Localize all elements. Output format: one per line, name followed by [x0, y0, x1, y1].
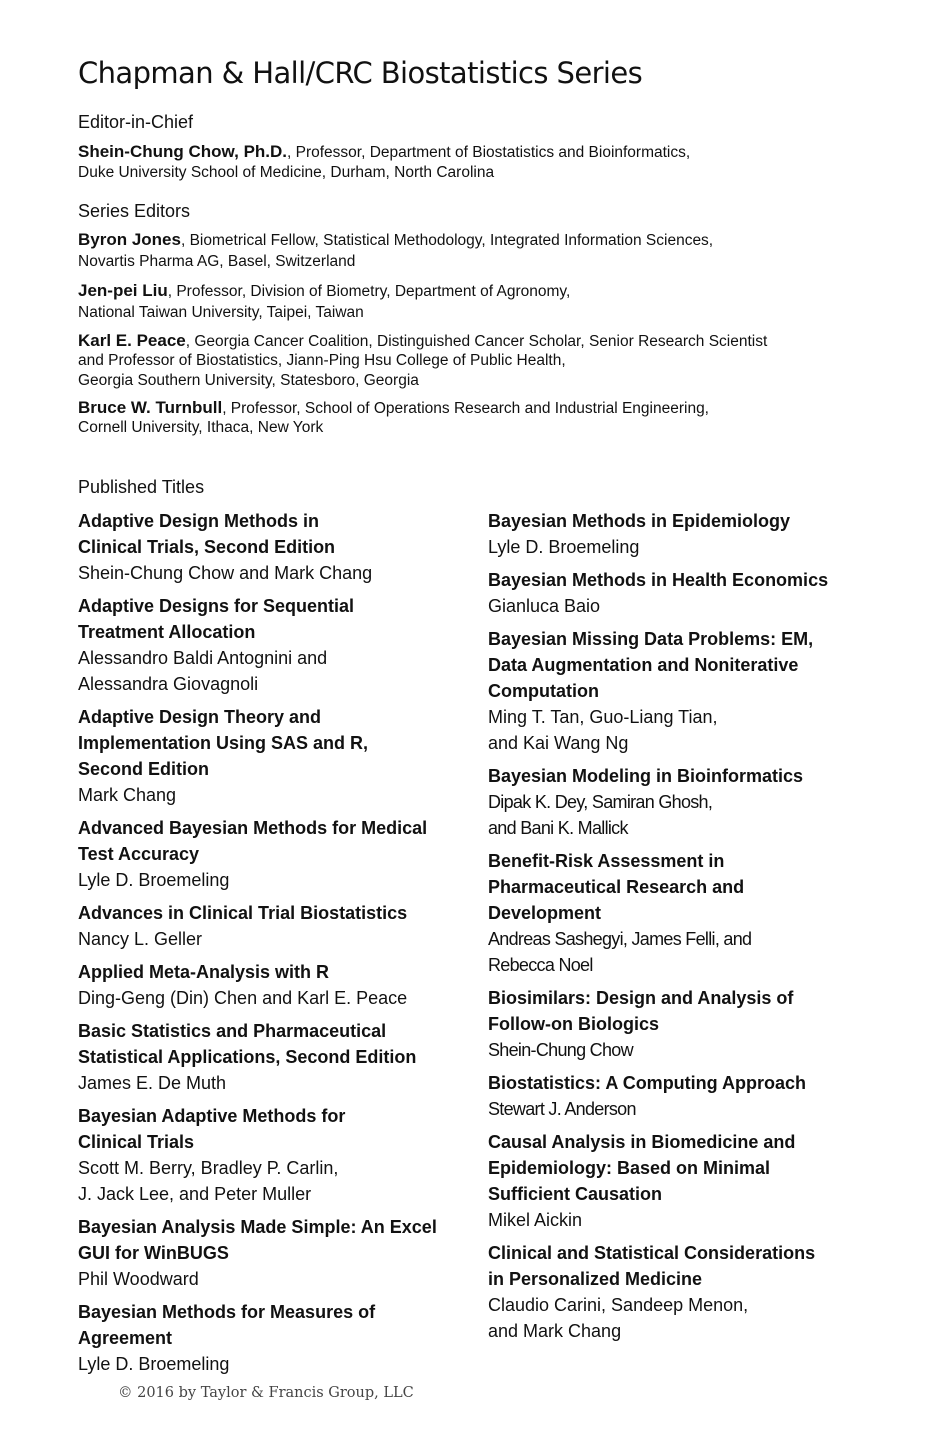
- book-entry: [488, 1070, 868, 1122]
- book-authors: and Bani K. Mallick: [488, 818, 628, 838]
- book-authors: Lyle D. Broemeling: [78, 1354, 230, 1374]
- series-editor-entry: [78, 331, 868, 391]
- book-title: GUI for WinBUGS: [78, 1243, 229, 1263]
- book-entry: [488, 985, 868, 1063]
- book-title: Clinical and Statistical Considerations: [488, 1243, 816, 1263]
- book-title: Data Augmentation and Noniterative: [488, 655, 799, 675]
- series-editor-entry: [78, 398, 868, 438]
- book-entry: [78, 1103, 473, 1207]
- book-entry: [78, 704, 473, 808]
- book-title: Biostatistics: A Computing Approach: [488, 1073, 807, 1093]
- book-authors: Shein-Chung Chow and Mark Chang: [78, 563, 373, 583]
- book-title: Implementation Using SAS and R,: [78, 733, 369, 753]
- book-title: Follow-on Biologics: [488, 1014, 659, 1034]
- book-authors: Andreas Sashegyi, James Felli, and: [488, 929, 752, 949]
- book-entry: [78, 959, 473, 1011]
- book-entry: [488, 567, 868, 619]
- book-title: Pharmaceutical Research and: [488, 877, 745, 897]
- book-title: Treatment Allocation: [78, 622, 256, 642]
- book-title: Development: [488, 903, 602, 923]
- book-authors: James E. De Muth: [78, 1073, 227, 1093]
- book-title: Sufficient Causation: [488, 1184, 663, 1204]
- book-entry: [488, 1129, 868, 1233]
- book-title: Second Edition: [78, 759, 210, 779]
- book-entry: [78, 815, 473, 893]
- book-entry: [78, 1299, 473, 1377]
- book-title: Epidemiology: Based on Minimal: [488, 1158, 771, 1178]
- series-editor-entry: [78, 229, 868, 273]
- editor-affiliation: and Professor of Biostatistics, Jiann-Ping Hsu College of Public Health,: [78, 352, 566, 369]
- book-authors: Lyle D. Broemeling: [78, 870, 230, 890]
- book-title: Agreement: [78, 1328, 173, 1348]
- book-title: Benefit-Risk Assessment in: [488, 851, 725, 871]
- editor-affiliation: , Professor, Division of Biometry, Department of Agronomy,: [167, 283, 571, 300]
- book-authors: Rebecca Noel: [488, 955, 593, 975]
- book-authors: and Kai Wang Ng: [488, 733, 629, 753]
- book-authors: Alessandra Giovagnoli: [78, 674, 259, 694]
- book-authors: Gianluca Baio: [488, 596, 601, 616]
- book-authors: Dipak K. Dey, Samiran Ghosh,: [488, 792, 713, 812]
- book-title: Causal Analysis in Biomedicine and: [488, 1132, 796, 1152]
- book-title: Advanced Bayesian Methods for Medical: [78, 818, 428, 838]
- book-title: Bayesian Adaptive Methods for: [78, 1106, 346, 1126]
- book-title: Adaptive Design Methods in: [78, 511, 320, 531]
- book-authors: Ding-Geng (Din) Chen and Karl E. Peace: [78, 988, 408, 1008]
- book-title: Statistical Applications, Second Edition: [78, 1047, 417, 1067]
- book-authors: and Mark Chang: [488, 1321, 622, 1341]
- book-title: Computation: [488, 681, 599, 701]
- titles-column-left: [78, 508, 473, 1384]
- book-title: Bayesian Methods in Epidemiology: [488, 511, 791, 531]
- editor-affiliation: , Professor, Department of Biostatistics and Bioinformatics,: [287, 144, 691, 161]
- book-title: Bayesian Modeling in Bioinformatics: [488, 766, 804, 786]
- book-title: Test Accuracy: [78, 844, 200, 864]
- book-title: Bayesian Missing Data Problems: EM,: [488, 629, 814, 649]
- series-editors-label: Series Editors: [78, 201, 191, 221]
- book-title: Adaptive Designs for Sequential: [78, 596, 355, 616]
- book-entry: [78, 593, 473, 697]
- book-entry: [488, 1240, 868, 1344]
- book-authors: Nancy L. Geller: [78, 929, 203, 949]
- series-editor-entry: [78, 280, 868, 324]
- book-title: Adaptive Design Theory and: [78, 707, 322, 727]
- book-title: Biosimilars: Design and Analysis of: [488, 988, 794, 1008]
- series-title: Chapman & Hall/CRC Biostatistics Series: [78, 56, 643, 90]
- book-entry: [78, 508, 473, 586]
- editor-in-chief-entry: [78, 141, 868, 183]
- book-title: Bayesian Analysis Made Simple: An Excel: [78, 1217, 437, 1237]
- book-authors: Mikel Aickin: [488, 1210, 583, 1230]
- book-entry: [488, 763, 868, 841]
- book-authors: Shein-Chung Chow: [488, 1040, 633, 1060]
- titles-column-right: [488, 508, 868, 1351]
- editor-name: Bruce W. Turnbull: [78, 398, 223, 417]
- book-authors: Alessandro Baldi Antognini and: [78, 648, 328, 668]
- editor-in-chief-label: Editor-in-Chief: [78, 112, 194, 132]
- book-entry: [488, 626, 868, 756]
- book-entry: [488, 508, 868, 560]
- published-titles-label: Published Titles: [78, 477, 205, 497]
- editor-affiliation: , Biometrical Fellow, Statistical Methodology, Integrated Information Sciences,: [180, 232, 714, 249]
- editor-affiliation: , Georgia Cancer Coalition, Distinguished Cancer Scholar, Senior Research Scientist: [185, 333, 768, 350]
- book-authors: J. Jack Lee, and Peter Muller: [78, 1184, 312, 1204]
- book-authors: Ming T. Tan, Guo-Liang Tian,: [488, 707, 718, 727]
- book-title: Clinical Trials: [78, 1132, 195, 1152]
- book-authors: Mark Chang: [78, 785, 177, 805]
- book-title: Advances in Clinical Trial Biostatistics: [78, 903, 408, 923]
- editor-name: Shein-Chung Chow, Ph.D.: [78, 142, 288, 161]
- book-entry: [488, 848, 868, 978]
- book-title: Applied Meta-Analysis with R: [78, 962, 330, 982]
- book-title: Bayesian Methods in Health Economics: [488, 570, 829, 590]
- book-title: Bayesian Methods for Measures of: [78, 1302, 376, 1322]
- book-title: Clinical Trials, Second Edition: [78, 537, 336, 557]
- editor-affiliation: Cornell University, Ithaca, New York: [78, 419, 324, 436]
- copyright-notice: © 2016 by Taylor & Francis Group, LLC: [118, 1385, 414, 1401]
- editor-name: Byron Jones: [78, 230, 181, 249]
- editor-affiliation: Novartis Pharma AG, Basel, Switzerland: [78, 253, 356, 270]
- book-authors: Claudio Carini, Sandeep Menon,: [488, 1295, 749, 1315]
- book-title: Basic Statistics and Pharmaceutical: [78, 1021, 387, 1041]
- editor-affiliation: Georgia Southern University, Statesboro, Georgia: [78, 372, 419, 389]
- book-authors: Scott M. Berry, Bradley P. Carlin,: [78, 1158, 339, 1178]
- book-entry: [78, 1214, 473, 1292]
- editor-affiliation: National Taiwan University, Taipei, Taiwan: [78, 304, 364, 321]
- book-authors: Lyle D. Broemeling: [488, 537, 640, 557]
- book-entry: [78, 1018, 473, 1096]
- editor-name: Karl E. Peace: [78, 331, 186, 350]
- editor-name: Jen-pei Liu: [78, 281, 168, 300]
- book-entry: [78, 900, 473, 952]
- book-title: in Personalized Medicine: [488, 1269, 703, 1289]
- editor-affiliation: , Professor, School of Operations Research and Industrial Engineering,: [222, 400, 709, 417]
- editor-affiliation: Duke University School of Medicine, Durham, North Carolina: [78, 164, 495, 181]
- book-authors: Stewart J. Anderson: [488, 1099, 636, 1119]
- book-authors: Phil Woodward: [78, 1269, 199, 1289]
